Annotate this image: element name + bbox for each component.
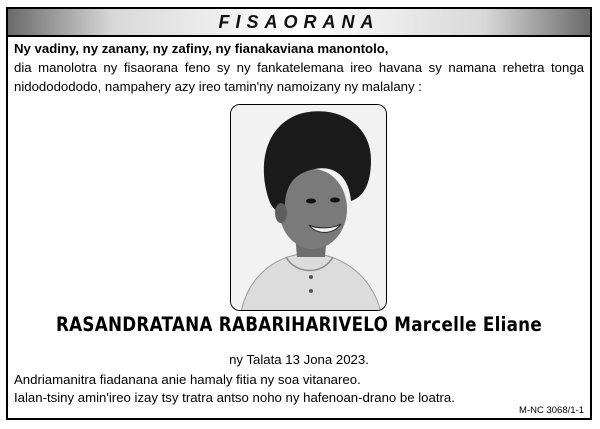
intro-bold-line: Ny vadiny, ny zanany, ny zafiny, ny fianakaviana manontolo, [14, 41, 389, 56]
date-line: ny Talata 13 Jona 2023. [229, 352, 369, 367]
notice-header [8, 9, 590, 37]
closing-text [14, 371, 584, 407]
closing-line-1: Andriamanitra fiadanana anie hamaly fitia ny soa vitanareo. [14, 372, 361, 387]
portrait-illustration [231, 105, 387, 311]
notice-title: FISAORANA [218, 11, 380, 32]
intro-body: dia manolotra ny fisaorana feno sy ny fankatelemana ireo havana sy namana rehetra tonga nidododododo, nampahery azy ireo tamin'ny namoizany ny malalany : [14, 60, 584, 94]
portrait-photo [230, 104, 387, 311]
deceased-name: RASANDRATANA RABARIHARIVELO Marcelle Eliane [55, 313, 543, 336]
closing-line-2: Ialan-tsiny amin'ireo izay tsy tratra antso noho ny hafenoan-drano be loatra. [14, 390, 455, 405]
reference-code: M-NC 3068/1-1 [519, 405, 584, 416]
intro-text [14, 39, 584, 96]
notice-frame [6, 7, 592, 420]
